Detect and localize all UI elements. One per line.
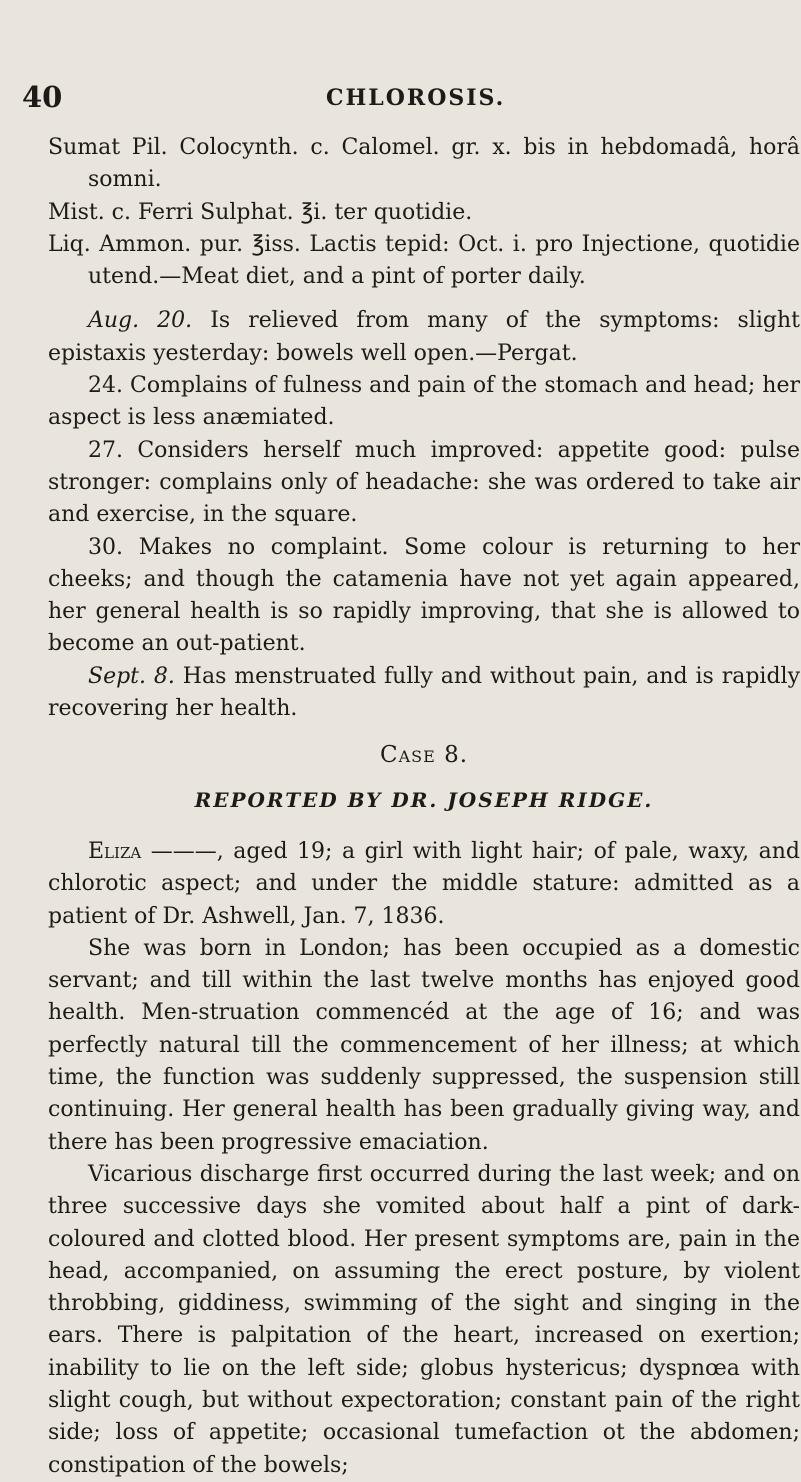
diary-entry: [48, 532, 800, 661]
patient-name: Eliza: [88, 838, 142, 864]
prescription-item: Liq. Ammon. pur. ℥iss. Lactis tepid: Oct. i. pro Injectione, quotidie utend.—Meat diet, and a pint of porter daily.: [48, 231, 800, 290]
page-header: [0, 80, 801, 120]
case-paragraph: Vicarious discharge first occurred during the last week; and on three successive days she vomited about half a pint of dark-coloured and clotted blood. Her present symptoms are, pain in the head, accompanied, on assuming the erect posture, by violent throbbing, giddiness, swimming of the sight and singing in the ears. There is palpitation of the heart, increased on exertion; inability to lie on the left side; globus hystericus; dyspnœa with slight cough, but without expectoration; constant pain of the right side; loss of appetite; occasional tumefaction ot the abdomen; constipation of the bowels;: [48, 1161, 800, 1478]
prescription-list: [48, 132, 800, 293]
entry-text: Is relieved from many of the symptoms: slight epistaxis yesterday: bowels well open.—Pergat.: [48, 308, 800, 366]
case-title: Case 8.: [379, 742, 469, 769]
diary-entry: [48, 661, 800, 726]
case-byline: REPORTED BY DR. JOSEPH RIDGE.: [194, 787, 654, 812]
entry-text: Makes no complaint. Some colour is returning to her cheeks; and though the catamenia have not yet again appeared, her general health is so rapidly improving, that she is allowed to become an out-patient.: [48, 534, 800, 657]
page-body: [48, 132, 800, 1482]
case-paragraph: [48, 836, 800, 933]
prescription-item: Mist. c. Ferri Sulphat. ℥i. ter quotidie.: [48, 199, 473, 225]
diary-entry: [48, 370, 800, 435]
entry-text: Complains of fulness and pain of the stomach and head; her aspect is less anæmiated.: [48, 373, 801, 431]
page-number: 40: [22, 80, 63, 114]
entry-date: 24.: [88, 373, 123, 399]
paragraph-text: ———, aged 19; a girl with light hair; of pale, waxy, and chlorotic aspect; and under the middle stature: admitted as a patient of Dr. Ashwell, Jan. 7, 1836.: [48, 838, 800, 929]
entry-date: Aug. 20.: [88, 308, 193, 334]
entry-text: Has menstruated fully and without pain, and is rapidly recovering her health.: [48, 663, 800, 722]
entry-date: Sept. 8.: [88, 663, 175, 689]
running-title: CHLOROSIS.: [326, 85, 506, 111]
prescription-item: Sumat Pil. Colocynth. c. Calomel. gr. x. bis in hebdomadâ, horâ somni.: [48, 135, 800, 193]
diary-entry: [48, 305, 800, 370]
diary-entry: [48, 435, 800, 532]
entry-text: Considers herself much improved: appetite good: pulse stronger: complains only of headache: she was ordered to take air and exercise, in the square.: [48, 437, 800, 528]
case-paragraph: She was born in London; has been occupied as a domestic servant; and till within the last twelve months has enjoyed good health. Men-struation commencéd at the age of 16; and was perfectly natural till the commencement of her illness; at which time, the function was suddenly suppressed, the suspension still continuing. Her general health has been gradually giving way, and there has been progressive emaciation.: [48, 935, 800, 1155]
entry-date: 30.: [88, 534, 123, 560]
entry-date: 27.: [88, 437, 123, 463]
